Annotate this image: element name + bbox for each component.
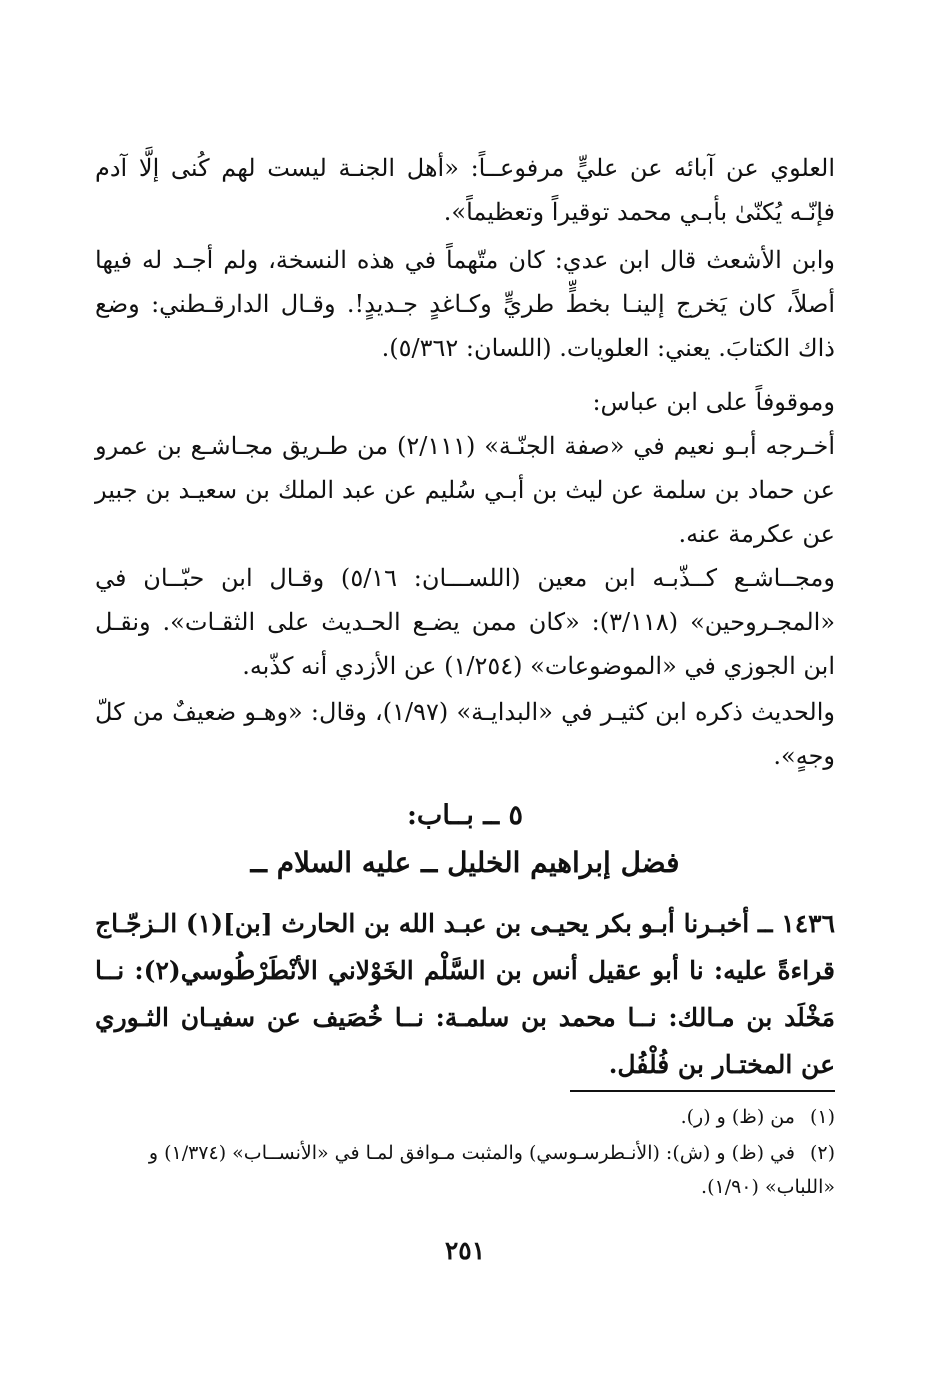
paragraph-abu-nuaym-takhrij: أخـرجه أبـو نعيم في «صفة الجنّـة» (٢/١١١) من طـريق مجـاشـع بن عمرو عن حماد بن سلمة عن ليث بن أبـي سُليم عن عبد الملك بن سعيـد بن جبير عن عكرمة عنه.	[95, 432, 835, 548]
paragraph-mujashi-criticism: ومجــاشـع كــذّبـه ابن معين (اللســـان: ٥/١٦) وقـال ابن حبّــان في «المجـروحين» (٣/١١٨): «كان ممن يضـع الحـديث على الثقـات». ونقـل ابن الجوزي في «الموضوعات» (١/٢٥٤) عن الأزدي أنه كذّبه.	[95, 564, 835, 680]
page-number: ٢٥١	[444, 1236, 486, 1265]
footnote-2	[95, 1136, 835, 1204]
section-title: فضل إبراهيم الخليل ــ عليه السلام ــ	[250, 846, 680, 879]
hadith-1436-text: ١٤٣٦ ــ أخبـرنا أبـو بكر يحيـى بن عبـد الله بن الحارث [بن](١) الـزجّـاج قراءةً عليه: نا أبو عقيل أنس بن السَّلْم الخَوْلاني الأنْطَرْطُوسي(٢): نــا مَخْلَد بن مـالك: نــا محمد بن سلمـة: نــا خُصَيف عن سفيـان الثـوري عن المختـار بن فُلْفُل.	[95, 909, 835, 1079]
paragraph-mawquf-ibn-abbas: وموقوفاً على ابن عباس:	[592, 388, 835, 416]
footnote-text: من (ظ) و (ر).	[680, 1106, 795, 1128]
footnote-number: (١)	[809, 1106, 835, 1128]
footnote-separator	[570, 1090, 835, 1092]
paragraph-hadith-continuation: العلوي عن آبائه عن عليٍّ مرفوعــاً: «أهل الجنـة ليست لهم كُنى إلَّا آدم فإنّـه يُكنّىٰ بأبـي محمد توقيراً وتعظيماً».	[95, 154, 835, 226]
footnote-text: في (ظ) و (ش): (الأنـطرسـوسي) والمثبت مـوافق لمـا في «الأنســاب» (١/٣٧٤) و «اللباب» (١/٩٠).	[148, 1142, 835, 1198]
paragraph-ibn-al-ashath: وابن الأشعث قال ابن عدي: كان متّهماً في هذه النسخة، ولم أجـد له فيها أصلاً، كان يَخرج إلينـا بخطٍّ طريٍّ وكـاغدٍ جـديدٍ!. وقـال الدارقـطني: وضع ذاك الكتابَ. يعني: العلويات. (اللسان: ٥/٣٦٢).	[95, 246, 835, 362]
paragraph-ibn-kathir: والحديث ذكره ابن كثيـر في «البدايـة» (١/٩٧)، وقال: «وهـو ضعيفٌ من كلّ وجهٍ».	[95, 698, 836, 770]
section-number-heading: ٥ ــ بــاب:	[406, 800, 524, 831]
footnote-number: (٢)	[809, 1142, 835, 1164]
footnote-1	[95, 1100, 835, 1134]
